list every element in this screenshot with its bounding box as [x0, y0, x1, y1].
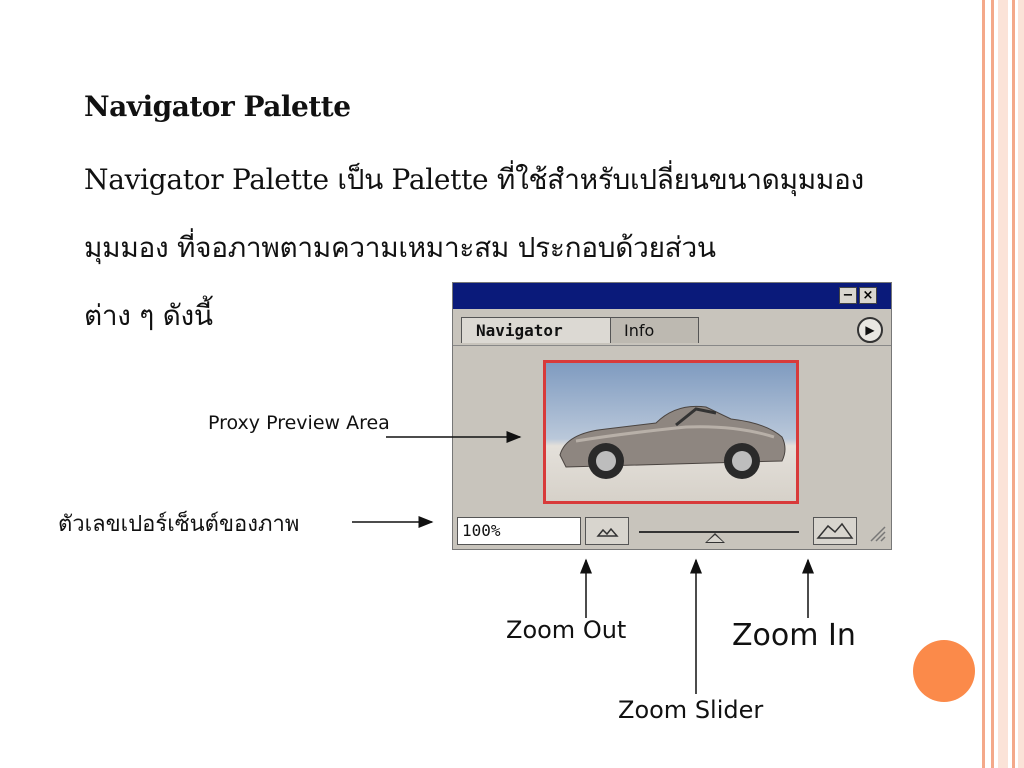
- proxy-preview-area[interactable]: [543, 360, 799, 504]
- stripe: [991, 0, 994, 768]
- stripe: [1018, 0, 1024, 768]
- body-line-1: Navigator Palette เป็น Palette ที่ใช้สำหรับเปลี่ยนขนาดมุมมอง: [84, 163, 864, 196]
- palette-tabs: [453, 309, 891, 346]
- label-zoom-in: Zoom In: [732, 618, 856, 653]
- label-zoom-out: Zoom Out: [506, 616, 627, 644]
- minimize-button[interactable]: −: [839, 287, 857, 304]
- zoom-controls: [453, 515, 891, 549]
- tab-navigator[interactable]: Navigator: [461, 317, 611, 343]
- label-zoom-slider: Zoom Slider: [618, 696, 764, 724]
- palette-titlebar[interactable]: [453, 283, 891, 309]
- palette-menu-arrow-icon[interactable]: ▶: [857, 317, 883, 343]
- label-proxy-preview-area: Proxy Preview Area: [208, 412, 390, 434]
- body-line-3: ต่าง ๆ ดังนี้: [84, 299, 213, 332]
- slide-title: Navigator Palette: [84, 90, 351, 123]
- zoom-in-button[interactable]: [813, 517, 857, 545]
- body-line-2: มุมมอง ที่จอภาพตามความเหมาะสม ประกอบด้วยส่วน: [84, 231, 716, 264]
- zoom-slider-knob[interactable]: [705, 533, 725, 543]
- large-mountain-icon: [814, 518, 856, 544]
- label-zoom-percent: ตัวเลขเปอร์เซ็นต์ของภาพ: [58, 512, 300, 537]
- stripe: [1012, 0, 1015, 768]
- close-button[interactable]: ×: [859, 287, 877, 304]
- car-image: [546, 363, 796, 501]
- zoom-percent-field[interactable]: 100%: [457, 517, 581, 545]
- navigator-palette: [452, 282, 892, 550]
- decorative-circle: [913, 640, 975, 702]
- tab-info[interactable]: Info: [609, 317, 699, 343]
- stripe: [982, 0, 985, 768]
- small-mountain-icon: [586, 518, 628, 544]
- zoom-out-button[interactable]: [585, 517, 629, 545]
- stripe: [998, 0, 1008, 768]
- resize-grip-icon[interactable]: [867, 521, 887, 543]
- decorative-stripes: [982, 0, 1024, 768]
